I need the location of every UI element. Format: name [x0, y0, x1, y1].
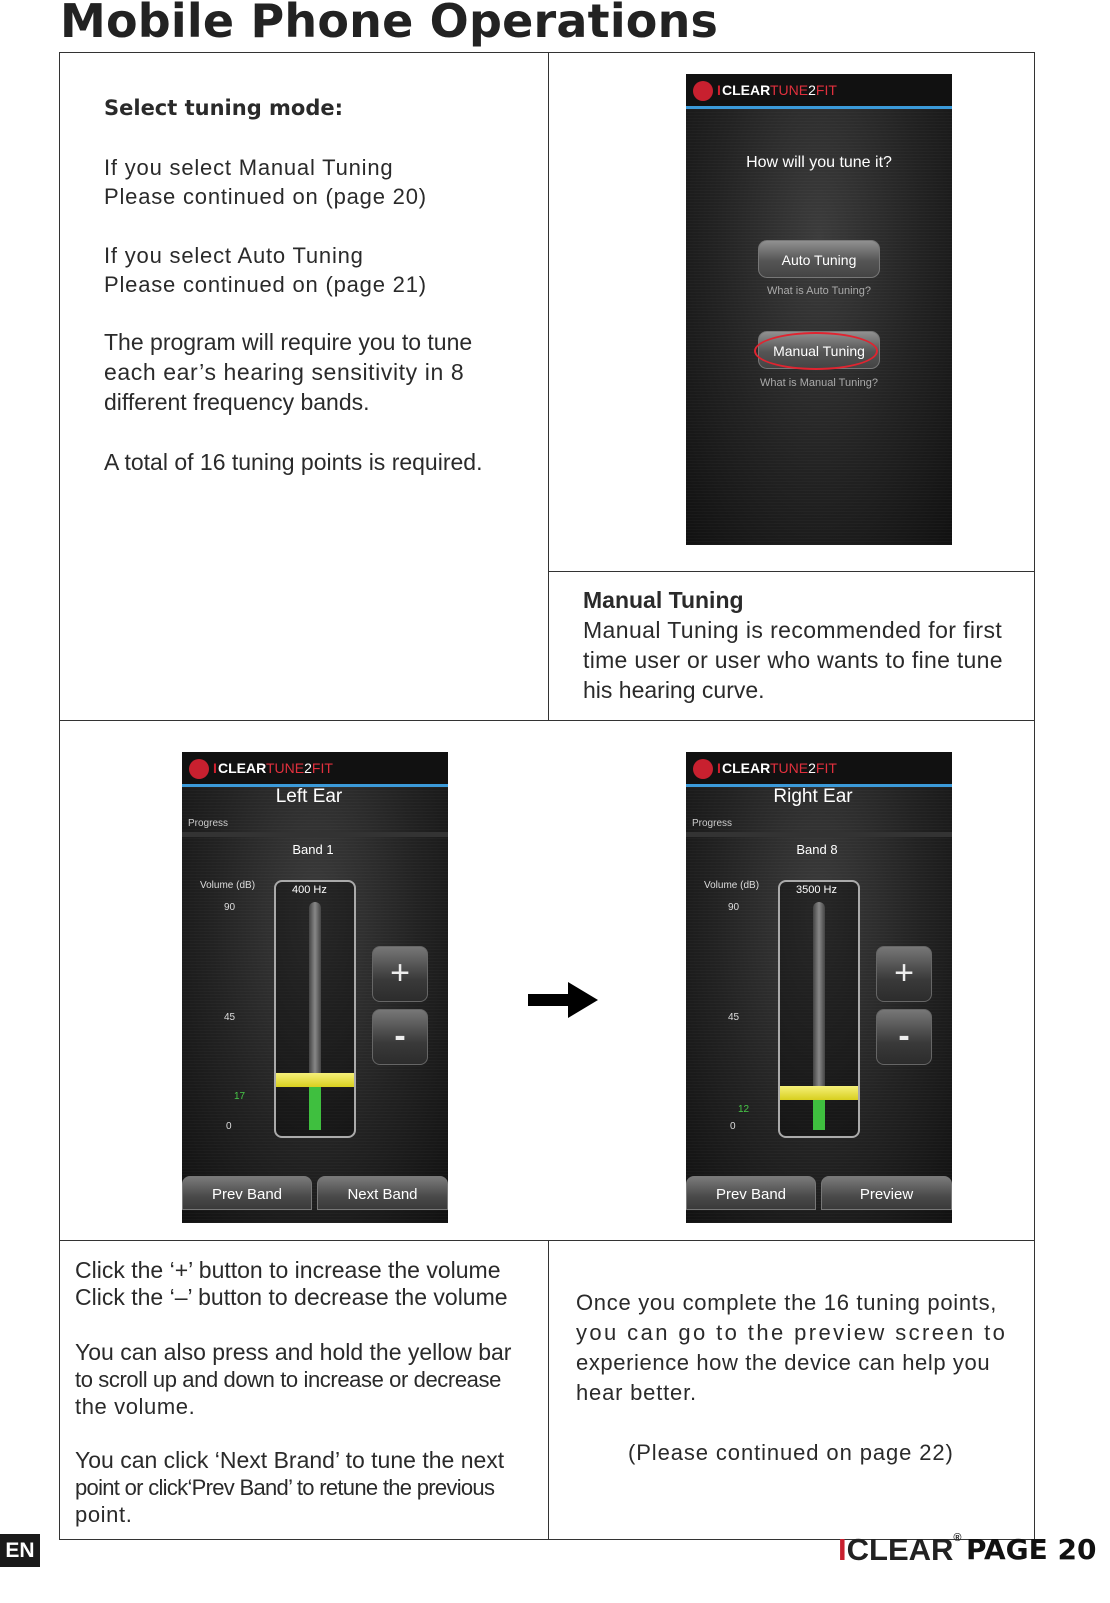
- arrow-right-icon: [528, 982, 598, 1018]
- tick-0: 0: [730, 1121, 736, 1132]
- brand-tune: TUNE: [770, 82, 809, 98]
- text-line: You can click ‘Next Brand’ to tune the next: [75, 1447, 505, 1473]
- frequency-label: 400 Hz: [292, 884, 327, 896]
- volume-slider[interactable]: [778, 880, 860, 1138]
- auto-tuning-help-link[interactable]: What is Auto Tuning?: [767, 285, 871, 297]
- tick-90: 90: [728, 902, 740, 913]
- brand-tune2fit: [770, 760, 837, 776]
- minus-button[interactable]: -: [876, 1009, 932, 1065]
- text-line: the volume.: [75, 1394, 196, 1419]
- volume-label: Volume (dB): [704, 880, 760, 891]
- divider: [548, 1240, 549, 1540]
- tick-90: 90: [224, 902, 236, 913]
- manual-heading: Manual Tuning: [583, 587, 744, 613]
- divider: [59, 1240, 1035, 1241]
- minus-button[interactable]: -: [372, 1009, 428, 1065]
- brand-i: I: [717, 82, 721, 98]
- text-line: If you select Auto Tuning: [104, 243, 364, 268]
- progress-bar: [686, 832, 952, 837]
- text-line: experience how the device can help you: [576, 1350, 991, 1375]
- app-logo-icon: [693, 759, 713, 779]
- band-label: Band 1: [292, 842, 334, 857]
- brand-fit: FIT: [815, 760, 837, 776]
- text-line: Click the ‘+’ button to increase the volume: [75, 1257, 501, 1283]
- app-header: [686, 74, 952, 109]
- manual-tuning-button[interactable]: Manual Tuning: [758, 331, 880, 369]
- section-heading: Select tuning mode:: [104, 96, 344, 120]
- divider: [548, 571, 1035, 572]
- text-line: Please continued on (page 21): [104, 272, 427, 297]
- brand-fit: FIT: [311, 760, 333, 776]
- volume-label: Volume (dB): [200, 880, 256, 891]
- text-line: Once you complete the 16 tuning points,: [576, 1290, 998, 1315]
- slider-handle[interactable]: [276, 1073, 354, 1087]
- ear-title: Left Ear: [275, 786, 343, 807]
- brand-clear: CLEAR: [722, 82, 771, 98]
- text-line: you can go to the preview screen to: [576, 1320, 1008, 1345]
- plus-button[interactable]: +: [876, 946, 932, 1002]
- brand-logo: [838, 1532, 962, 1568]
- footer-brand-clear: CLEAR: [846, 1532, 954, 1567]
- current-value: 17: [234, 1091, 246, 1102]
- current-value: 12: [738, 1104, 750, 1115]
- progress-label: Progress: [692, 818, 733, 829]
- text-line: Manual Tuning is recommended for first: [583, 617, 1003, 643]
- phone-screen-right-ear: [686, 752, 952, 1223]
- tick-45: 45: [728, 1012, 740, 1023]
- text-line: hear better.: [576, 1380, 697, 1405]
- brand-fit: FIT: [815, 82, 837, 98]
- text-line: his hearing curve.: [583, 677, 765, 703]
- continue-note: (Please continued on page 22): [628, 1440, 954, 1465]
- slider-handle[interactable]: [780, 1086, 858, 1100]
- brand-tune2fit: [770, 82, 837, 98]
- progress-label: Progress: [188, 818, 229, 829]
- text-line: The program will require you to tune: [104, 329, 473, 355]
- text-line: point.: [75, 1502, 133, 1527]
- tick-45: 45: [224, 1012, 236, 1023]
- page-number: PAGE 20: [966, 1533, 1097, 1566]
- text-line: Please continued on (page 20): [104, 184, 427, 209]
- volume-slider[interactable]: [274, 880, 356, 1138]
- ear-title: Right Ear: [773, 786, 853, 807]
- progress-bar: [182, 832, 448, 837]
- brand-i: I: [717, 760, 721, 776]
- text-line: time user or user who wants to fine tune: [583, 647, 1003, 673]
- auto-tuning-button[interactable]: Auto Tuning: [758, 240, 880, 278]
- text-line: If you select Manual Tuning: [104, 155, 394, 180]
- text-line: A total of 16 tuning points is required.: [104, 449, 483, 475]
- text-line: each ear’s hearing sensitivity in 8: [104, 359, 465, 385]
- app-header: [686, 752, 952, 787]
- divider: [59, 720, 1035, 721]
- brand-2: 2: [808, 82, 816, 98]
- tick-0: 0: [226, 1121, 232, 1132]
- brand-tune: TUNE: [266, 760, 305, 776]
- app-header: [182, 752, 448, 787]
- language-badge: EN: [0, 1534, 40, 1567]
- band-label: Band 8: [796, 842, 838, 857]
- app-logo-icon: [189, 759, 209, 779]
- brand-clear: CLEAR: [218, 760, 267, 776]
- app-logo-icon: [693, 81, 713, 101]
- text-line: Click the ‘–’ button to decrease the volume: [75, 1284, 508, 1310]
- brand-i: I: [213, 760, 217, 776]
- prev-band-button[interactable]: Prev Band: [686, 1176, 816, 1210]
- brand-2: 2: [304, 760, 312, 776]
- highlight-ring: [754, 332, 878, 370]
- text-line: point or click‘Prev Band’ to retune the previous: [75, 1475, 495, 1500]
- footer-brand-i: I: [838, 1532, 847, 1567]
- brand-clear: CLEAR: [722, 760, 771, 776]
- divider: [548, 52, 549, 720]
- brand-tune2fit: [266, 760, 333, 776]
- text-line: to scroll up and down to increase or decrease: [75, 1367, 501, 1392]
- text-line: different frequency bands.: [104, 389, 370, 415]
- page-title: Mobile Phone Operations: [60, 0, 719, 48]
- plus-button[interactable]: +: [372, 946, 428, 1002]
- phone-screen-left-ear: [182, 752, 448, 1223]
- prev-band-button[interactable]: Prev Band: [182, 1176, 312, 1210]
- next-band-button[interactable]: Next Band: [317, 1176, 448, 1210]
- preview-button[interactable]: Preview: [821, 1176, 952, 1210]
- brand-tune: TUNE: [770, 760, 809, 776]
- slider-level: [309, 1087, 321, 1130]
- slider-level: [813, 1100, 825, 1130]
- footer-brand-mark: ®: [953, 1532, 962, 1544]
- frequency-label: 3500 Hz: [796, 884, 837, 896]
- question-text: How will you tune it?: [746, 154, 892, 171]
- text-line: You can also press and hold the yellow bar: [75, 1339, 512, 1365]
- manual-tuning-help-link[interactable]: What is Manual Tuning?: [759, 377, 878, 389]
- brand-2: 2: [808, 760, 816, 776]
- phone-screen-tuning-mode: [686, 74, 952, 545]
